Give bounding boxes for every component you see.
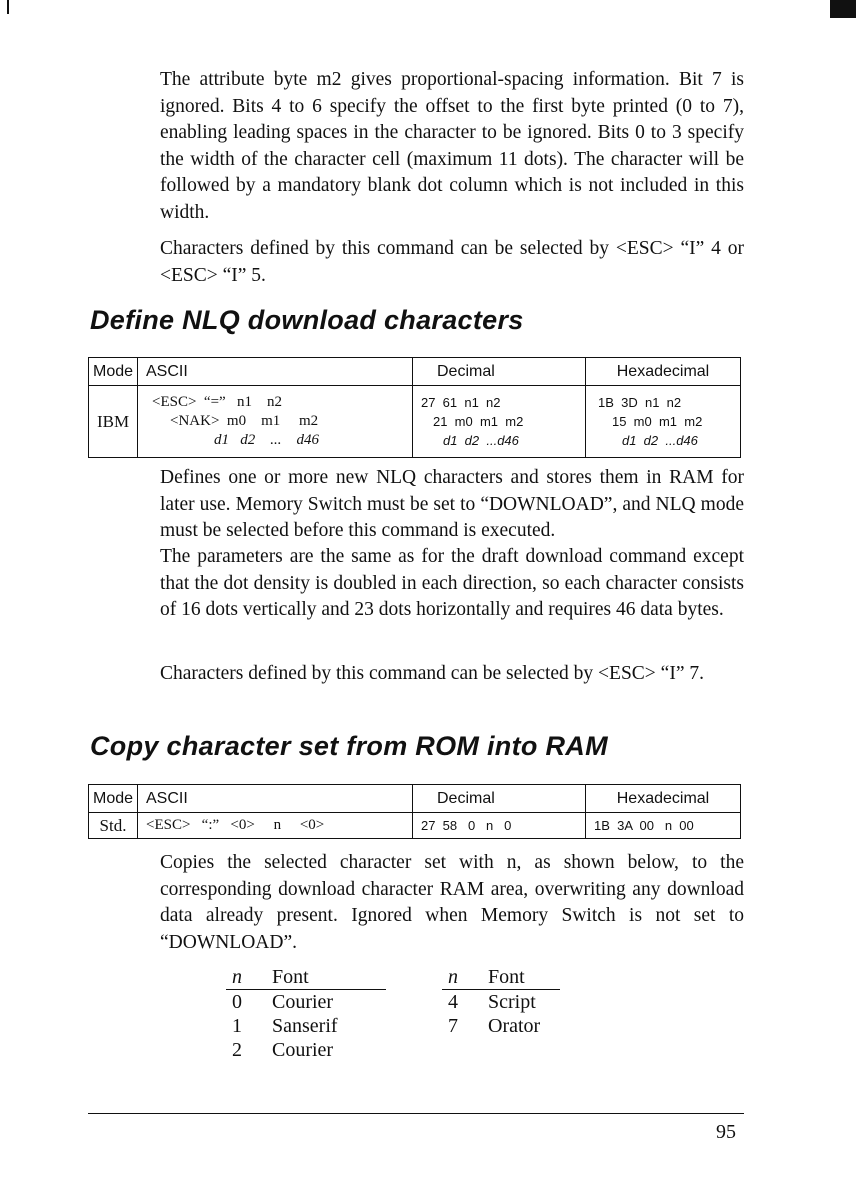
font-name: Courier [272, 1039, 334, 1061]
col-header-hex: Hexadecimal [586, 358, 741, 386]
col-header-mode: Mode [89, 358, 138, 386]
decimal-line: d1 d2 ...d46 [443, 433, 519, 448]
col-header-ascii: ASCII [138, 785, 413, 813]
scan-edge-mark [7, 0, 9, 14]
intro-paragraph-2: Characters defined by this command can be selected by <ESC> “I” 4 or <ESC> “I” 5. [160, 238, 744, 286]
copy-paragraph-1: Copies the selected character set with n, as shown below, to the corresponding download character RAM area, overwriting any download data already present. Ignored when Memory Switch is not set to “DOWNLOAD”. [160, 852, 744, 953]
font-col-n-header: n [226, 965, 272, 990]
hex-cell [586, 813, 741, 839]
section-heading-define-nlq: Define NLQ download characters [90, 305, 524, 335]
decimal-cell [413, 813, 586, 839]
mode-cell-ibm: IBM [89, 386, 138, 458]
font-name: Orator [488, 1015, 541, 1037]
col-header-decimal: Decimal [413, 785, 586, 813]
font-col-font-header: Font [488, 965, 560, 990]
hex-line: d1 d2 ...d46 [622, 433, 698, 448]
font-table-right [442, 965, 560, 1038]
col-header-decimal: Decimal [413, 358, 586, 386]
font-n: 2 [232, 1039, 242, 1061]
decimal-cell [413, 386, 586, 458]
section-heading-copy-charset: Copy character set from ROM into RAM [90, 731, 608, 761]
nlq-paragraph-1: Defines one or more new NLQ characters and stores them in RAM for later use. Memory Switch must be set to “DOWNLOAD”, and NLQ mode must be selected before this command is executed. [160, 467, 744, 541]
font-n: 1 [232, 1015, 242, 1037]
hex-line: 1B 3D n1 n2 [598, 395, 682, 410]
font-n: 0 [232, 991, 242, 1013]
font-name: Sanserif [272, 1015, 338, 1037]
font-table-left [226, 965, 386, 1062]
nlq-paragraph-2: The parameters are the same as for the draft download command except that the dot density is doubled in each direction, so each character consists of 16 dots vertically and 23 dots horizontally and requires 46 data bytes. [160, 546, 744, 620]
ascii-line: <ESC> “:” <0> n <0> [146, 817, 325, 833]
hex-line: 15 m0 m1 m2 [612, 414, 703, 429]
ascii-line: d1 d2 ... d46 [214, 432, 319, 448]
ascii-cell [138, 386, 413, 458]
decimal-line: 21 m0 m1 m2 [433, 414, 524, 429]
font-name: Script [488, 991, 536, 1013]
ascii-line: <ESC> “=” n1 n2 [152, 394, 282, 410]
font-col-n-header: n [442, 965, 488, 990]
scan-corner-mark [830, 0, 856, 18]
command-table-nlq [88, 357, 741, 458]
ascii-cell [138, 813, 413, 839]
ascii-line: <NAK> m0 m1 m2 [170, 413, 319, 429]
col-header-hex: Hexadecimal [586, 785, 741, 813]
decimal-line: 27 58 0 n 0 [421, 818, 512, 833]
font-col-font-header: Font [272, 965, 386, 990]
font-n: 7 [448, 1015, 458, 1037]
mode-cell-std: Std. [89, 813, 138, 839]
font-name: Courier [272, 991, 334, 1013]
col-header-mode: Mode [89, 785, 138, 813]
decimal-line: 27 61 n1 n2 [421, 395, 501, 410]
footer-rule [88, 1113, 744, 1114]
hex-cell [586, 386, 741, 458]
hex-line: 1B 3A 00 n 00 [594, 818, 694, 833]
font-n: 4 [448, 991, 458, 1013]
intro-paragraph-1: The attribute byte m2 gives proportional-spacing information. Bit 7 is ignored. Bits 4 to 6 specify the offset to the first byte printed (0 to 7), enabling leading spaces in the character to be ignored. Bits 0 to 3 specify the width of the character cell (maximum 11 dots). The character will be followed by a mandatory blank dot column which is not included in this width. [160, 69, 744, 223]
nlq-paragraph-3: Characters defined by this command can be selected by <ESC> “I” 7. [160, 663, 704, 684]
command-table-copy [88, 784, 741, 839]
page-number: 95 [716, 1121, 736, 1143]
col-header-ascii: ASCII [138, 358, 413, 386]
